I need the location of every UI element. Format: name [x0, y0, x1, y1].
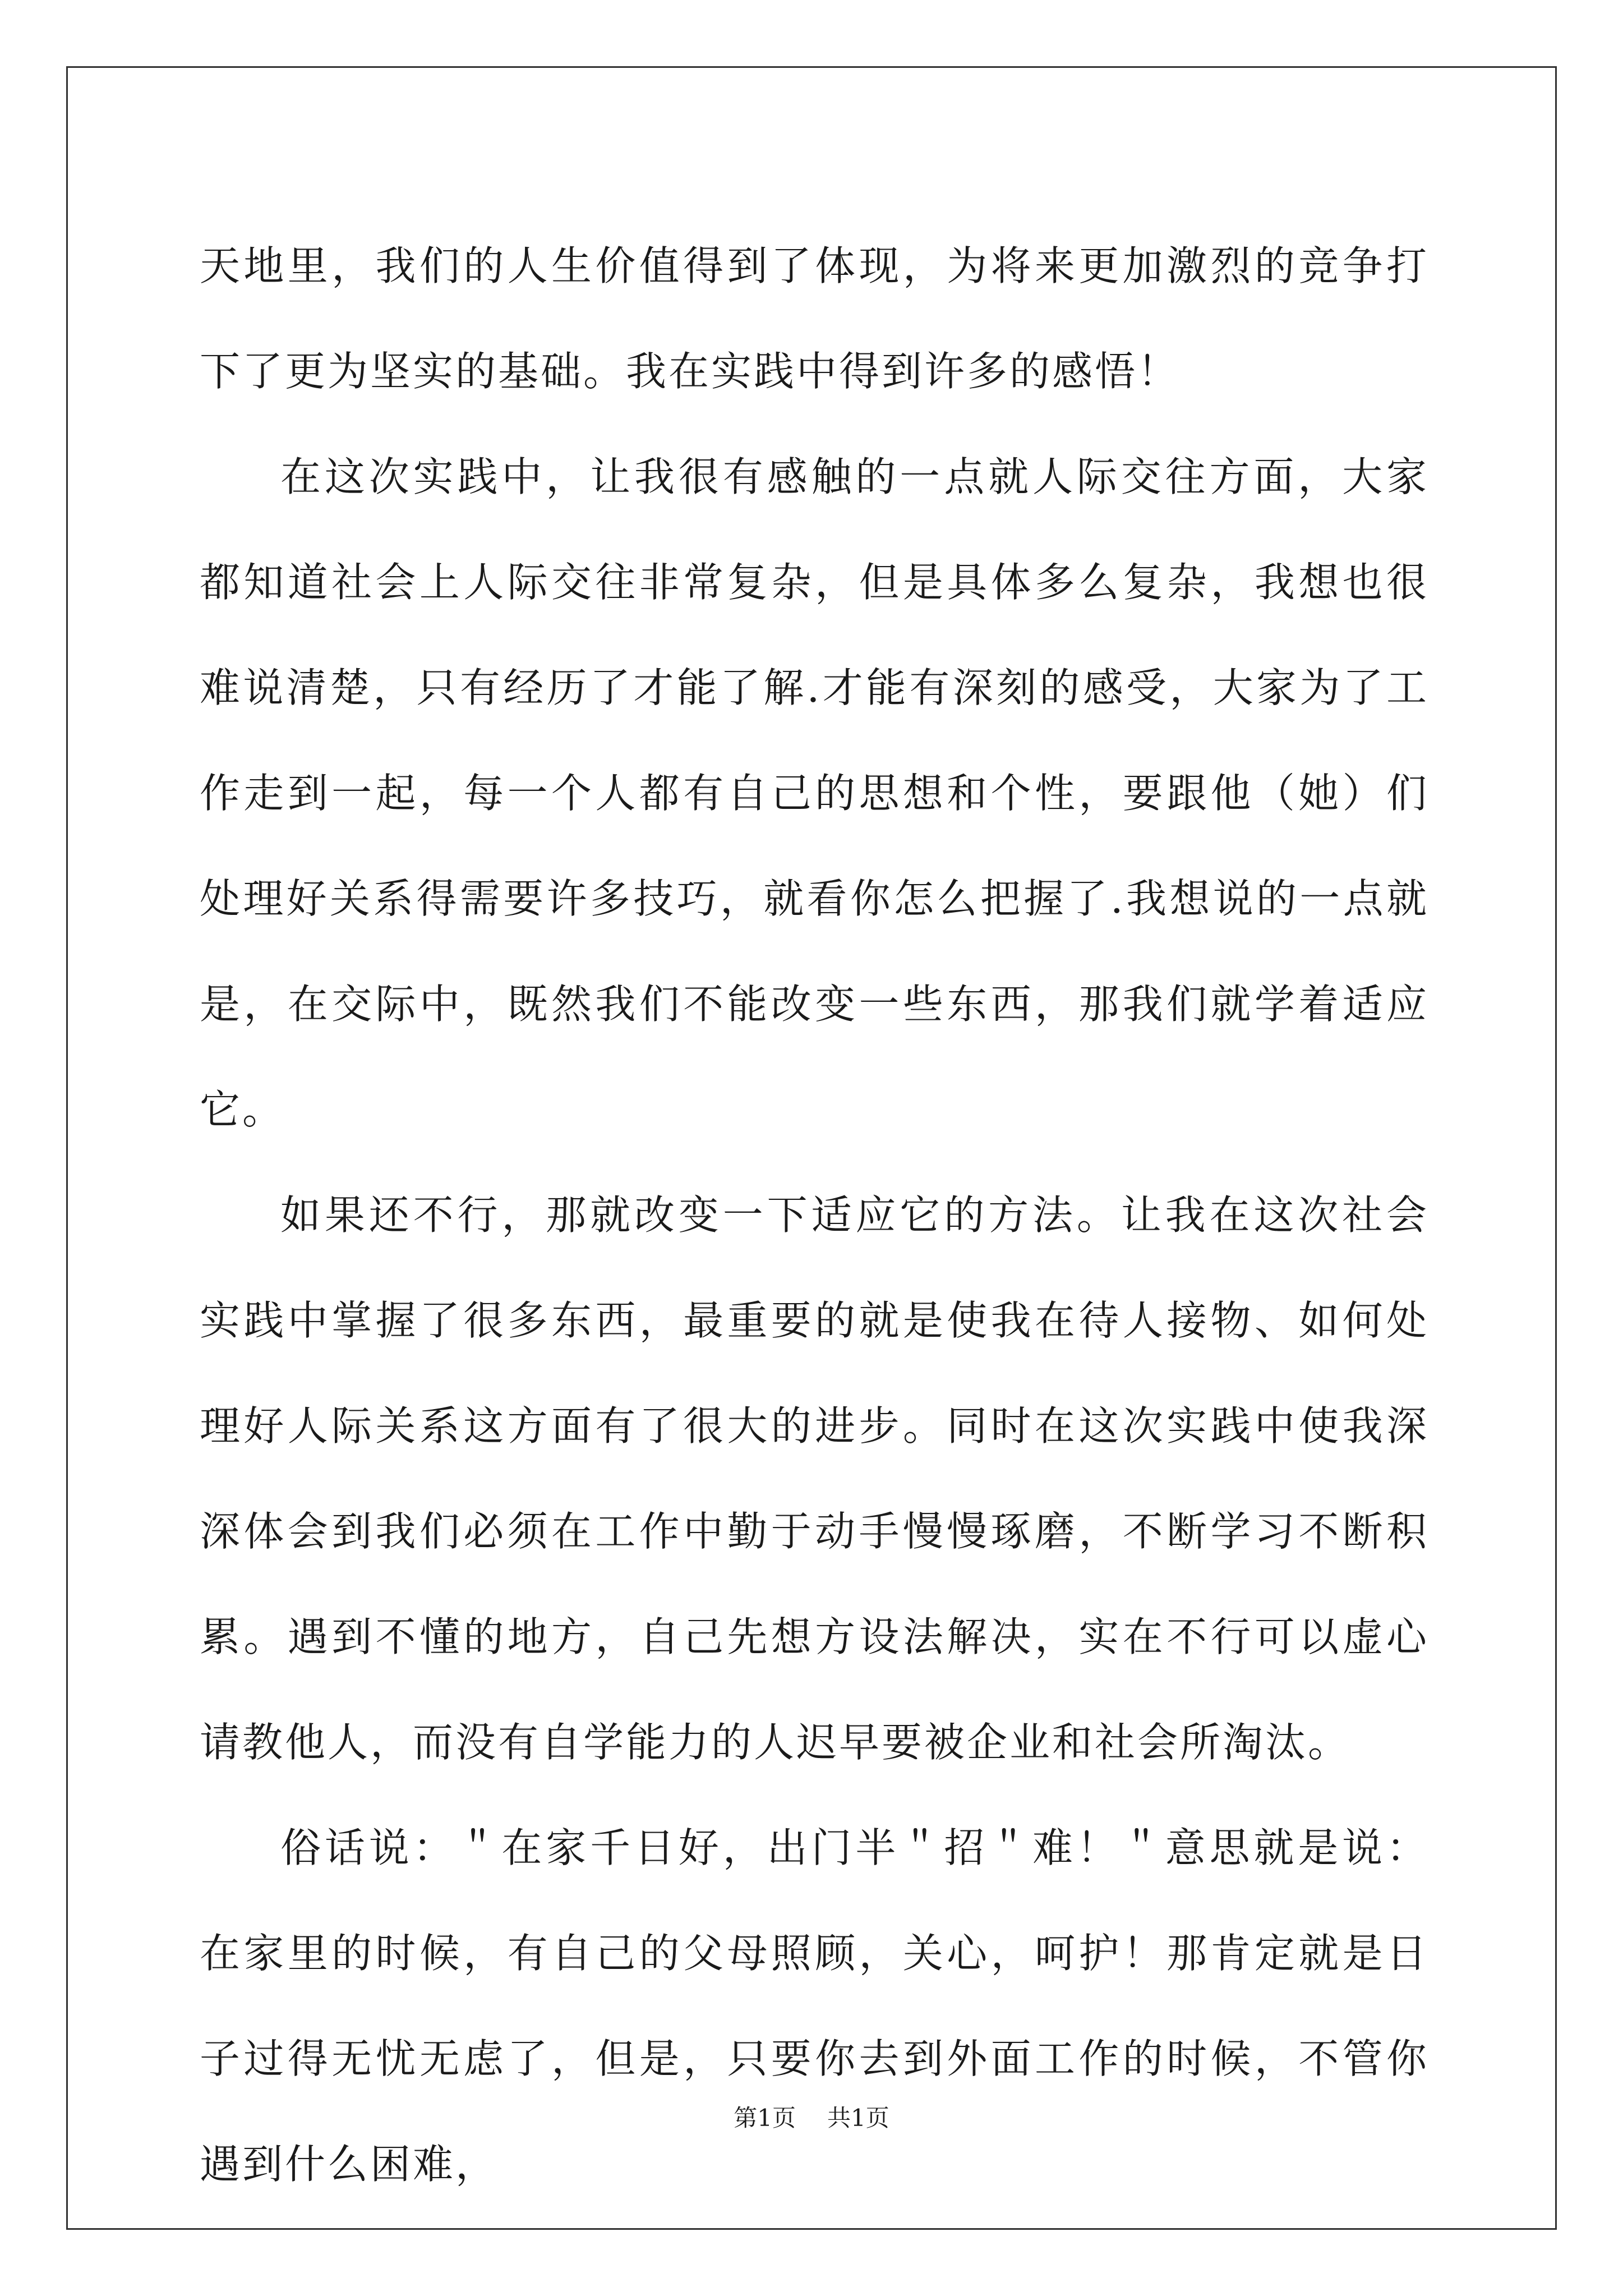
paragraph-4: 俗话说：＂在家千日好，出门半＂招＂难！＂意思就是说：在家里的时候，有自己的父母照顾，关心，呵护！那肯定就是日子过得无忧无虑了，但是，只要你去到外面工作的时候，不管你遇到什么困难，: [200, 1824, 1429, 2188]
document-body: [200, 213, 1429, 2217]
page-footer: [0, 2101, 1623, 2135]
page-number: 第1页: [734, 2104, 796, 2132]
paragraph-3: 如果还不行，那就改变一下适应它的方法。让我在这次社会实践中掌握了很多东西，最重要的就是使我在待人接物、如何处理好人际关系这方面有了很大的进步。同时在这次实践中使我深深体会到我们必须在工作中勤于动手慢慢琢磨，不断学习不断积累。遇到不懂的地方，自己先想方设法解决，实在不行可以虚心请教他人，而没有自学能力的人迟早要被企业和社会所淘汰。: [200, 1191, 1429, 1766]
paragraph-2: 在这次实践中，让我很有感触的一点就人际交往方面，大家都知道社会上人际交往非常复杂，但是具体多么复杂，我想也很难说清楚，只有经历了才能了解.才能有深刻的感受，大家为了工作走到一起，每一个人都有自己的思想和个性，要跟他（她）们处理好关系得需要许多技巧，就看你怎么把握了.我想说的一点就是，在交际中，既然我们不能改变一些东西，那我们就学着适应它。: [200, 453, 1429, 1133]
page-total: 共1页: [827, 2104, 889, 2132]
paragraph-1: 天地里，我们的人生价值得到了体现，为将来更加激烈的竞争打下了更为坚实的基础。我在实践中得到许多的感悟！: [200, 242, 1429, 395]
